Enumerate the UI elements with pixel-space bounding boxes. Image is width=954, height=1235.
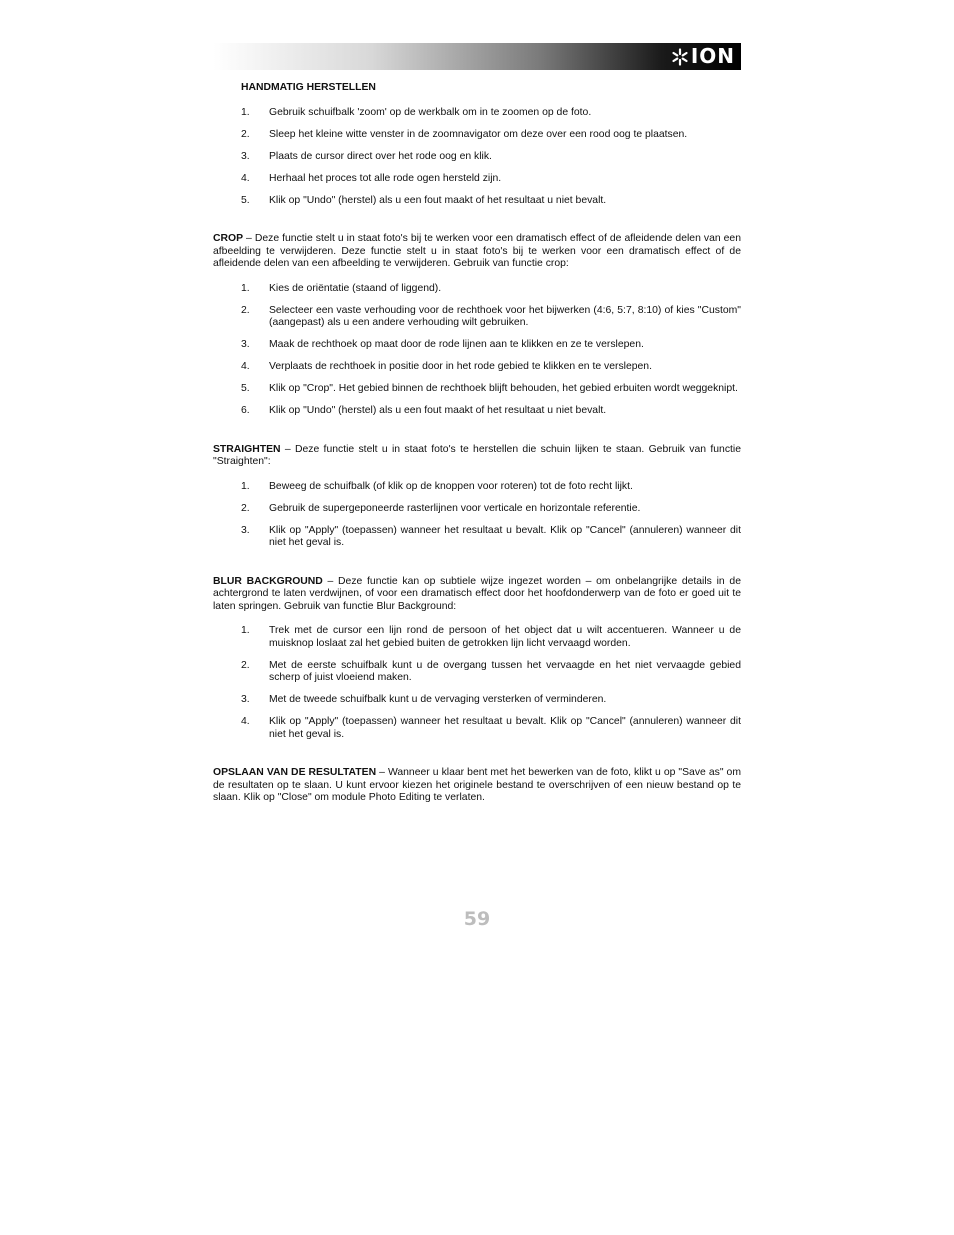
brand-name: ION bbox=[690, 44, 735, 68]
save-paragraph: OPSLAAN VAN DE RESULTATEN – Wanneer u klaar bent met het bewerken van de foto, klikt u op "Save as" om de resultaten op te slaan. U kunt ervoor kiezen het originele bestand te overschrijven of een nieuw bestand op te slaan. Klik op "Close" om module Photo Editing te verlaten. bbox=[213, 767, 741, 803]
save-term: OPSLAAN VAN DE RESULTATEN bbox=[213, 767, 377, 778]
list-item: 1. Trek met de cursor een lijn rond de persoon of het object dat u wilt accentueren. Wanneer u de muisknop loslaat zal het gebied buiten de getrokken lijn licht vervaagd worden. bbox=[241, 625, 741, 649]
list-item: 4. Herhaal het proces tot alle rode ogen hersteld zijn. bbox=[241, 172, 502, 184]
blur-paragraph: BLUR BACKGROUND – Deze functie kan op subtiele wijze ingezet worden – om onbelangrijke details in de achtergrond te laten verdwijnen, of voor een dramatisch effect door het hoofdonderwerp van de foto er goed uit te laten springen. Gebruik van functie Blur Background: bbox=[213, 575, 741, 612]
ion-logo bbox=[671, 44, 735, 68]
list-item: 2. Met de eerste schuifbalk kunt u de overgang tussen het vervaagde en het niet vervaagde gebied scherp of juist vloeiend maken. bbox=[241, 659, 741, 683]
asterisk-icon bbox=[671, 48, 689, 66]
crop-term: CROP bbox=[213, 233, 244, 244]
list-item: 2. Selecteer een vaste verhouding voor de rechthoek voor het bijwerken (4:6, 5:7, 8:10) of kies "Custom" (aangepast) als u een andere verhouding wilt gebruiken. bbox=[241, 304, 741, 328]
straighten-paragraph: STRAIGHTEN – Deze functie stelt u in staat foto's te herstellen die schuin lijken te staan. Gebruik van functie "Straighten": bbox=[213, 443, 741, 467]
header-gradient-bar bbox=[213, 43, 741, 70]
page-content bbox=[213, 82, 741, 805]
list-item: 2. Gebruik de supergeponeerde rasterlijnen voor verticale en horizontale referentie. bbox=[241, 502, 641, 514]
list-item: 5. Klik op "Undo" (herstel) als u een fout maakt of het resultaat u niet bevalt. bbox=[241, 194, 607, 206]
page-number: 59 bbox=[463, 908, 491, 930]
list-item: 6. Klik op "Undo" (herstel) als u een fout maakt of het resultaat u niet bevalt. bbox=[241, 405, 607, 416]
list-item: 1. Kies de oriëntatie (staand of liggend). bbox=[241, 282, 442, 294]
list-item: 3. Plaats de cursor direct over het rode oog en klik. bbox=[241, 150, 492, 162]
list-item: 3. Met de tweede schuifbalk kunt u de vervaging versterken of verminderen. bbox=[241, 694, 607, 705]
list-item: 3. Klik op "Apply" (toepassen) wanneer het resultaat u bevalt. Klik op "Cancel" (annuleren) wanneer dit niet het geval is. bbox=[241, 524, 741, 548]
list-item: 2. Sleep het kleine witte venster in de zoomnavigator om deze over een rood oog te plaatsen. bbox=[241, 128, 688, 140]
list-item: 3. Maak de rechthoek op maat door de rode lijnen aan te klikken en ze te verslepen. bbox=[241, 339, 644, 350]
crop-steps-list bbox=[213, 283, 741, 418]
blur-term: BLUR BACKGROUND bbox=[213, 575, 323, 587]
list-item: 4. Verplaats de rechthoek in positie door in het rode gebied te klikken en te verslepen. bbox=[241, 361, 652, 372]
list-item: 5. Klik op "Crop". Het gebied binnen de rechthoek blijft behouden, het gebied erbuiten wordt weggeknipt. bbox=[241, 383, 738, 394]
list-item: 1. Gebruik schuifbalk 'zoom' op de werkbalk om in te zoomen op de foto. bbox=[241, 106, 592, 118]
section-heading-manual: HANDMATIG HERSTELLEN bbox=[241, 82, 376, 93]
blur-steps-list bbox=[213, 625, 741, 741]
manual-steps-list bbox=[213, 107, 741, 208]
straighten-term: STRAIGHTEN bbox=[213, 443, 281, 455]
straighten-steps-list bbox=[213, 481, 741, 550]
list-item: 1. Beweeg de schuifbalk (of klik op de knoppen voor roteren) tot de foto recht lijkt. bbox=[241, 480, 633, 492]
crop-paragraph: CROP – Deze functie stelt u in staat foto's bij te werken voor een dramatisch effect of de afleidende delen van een afbeelding te verwijderen. Deze functie stelt u in staat foto's bij te werken voor een dramatisch effect of de afleidende delen van een afbeelding te verwijderen. Gebruik van functie crop: bbox=[213, 233, 741, 269]
list-item: 4. Klik op "Apply" (toepassen) wanneer het resultaat u bevalt. Klik op "Cancel" (annuleren) wanneer dit niet het geval is. bbox=[241, 716, 741, 740]
